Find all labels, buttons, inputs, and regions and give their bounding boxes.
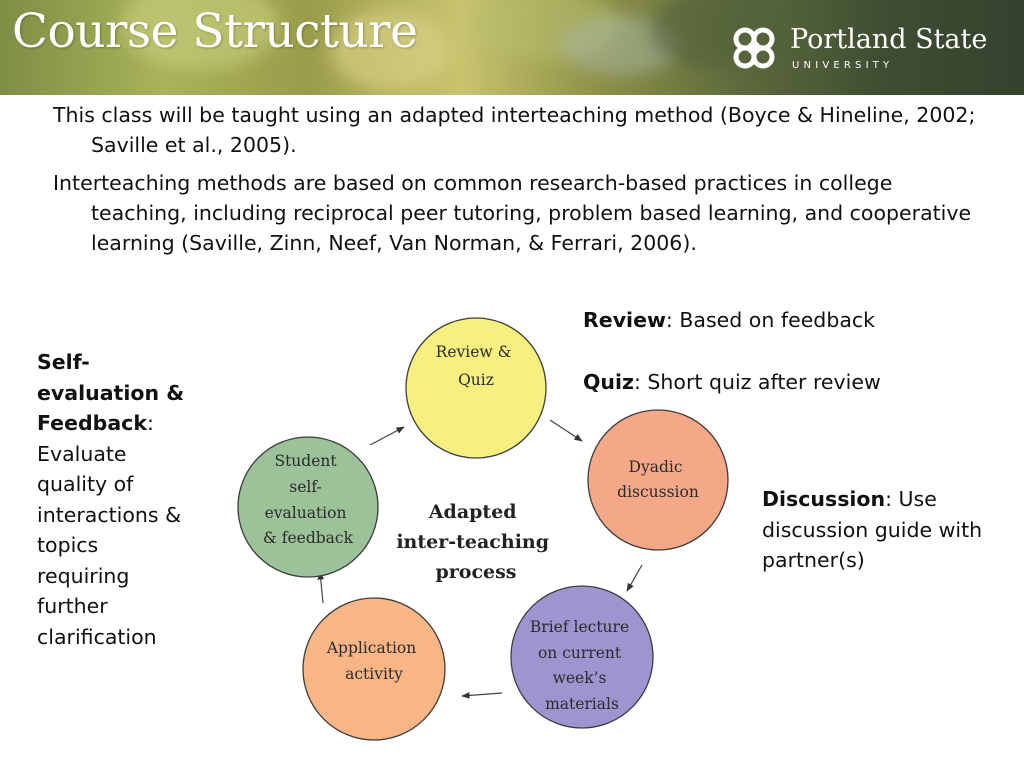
self-eval-text: Evaluate quality of interactions & topics requiring further clarification <box>37 441 182 649</box>
self-evaluation-label: Student self- evaluation & feedback <box>263 452 353 547</box>
node-student-self-evaluation <box>238 437 378 577</box>
psu-logo-icon <box>728 22 780 74</box>
logo-name: Portland State <box>790 24 988 55</box>
arrow-self-eval-to-review <box>370 427 404 445</box>
method-paragraph: Interteaching methods are based on common research-based practices in college teaching, including reciprocal peer tutoring, problem based learning, and cooperative learning (Saville, Zinn, Neef, Van Norman, & Ferrari, 2006). <box>53 171 972 255</box>
node-dyadic-discussion <box>588 410 728 550</box>
interteaching-cycle-diagram <box>230 315 750 745</box>
discussion-label: Discussion <box>762 487 886 511</box>
intro-paragraph: This class will be taught using an adapted interteaching method (Boyce & Hineline, 2002; Saville et al., 2005). <box>53 103 976 157</box>
arrow-lecture-to-application <box>462 693 502 696</box>
page-title: Course Structure <box>12 4 418 59</box>
quiz-label: Quiz <box>583 369 634 394</box>
review-text: Based on feedback <box>679 308 876 332</box>
arrow-review-to-dyadic <box>550 420 582 441</box>
dyadic-discussion-circle <box>588 410 728 550</box>
node-review-quiz <box>406 318 546 458</box>
quiz-line: Quiz: Short quiz after review <box>583 369 881 394</box>
node-brief-lecture <box>511 586 653 728</box>
center-label: Adapted inter-teaching process <box>396 501 550 583</box>
discussion-note: Discussion: Use discussion guide with partner(s) <box>762 487 983 572</box>
header-banner <box>0 0 1024 95</box>
review-quiz-label: Review & Quiz <box>435 343 512 389</box>
discussion-text: Use discussion guide with partner(s) <box>762 487 983 572</box>
review-label: Review <box>583 308 666 332</box>
logo-subtitle: UNIVERSITY <box>792 60 894 71</box>
review-line: Review: Based on feedback <box>583 308 876 332</box>
arrow-dyadic-to-lecture <box>627 565 642 591</box>
application-activity-label: Application activity <box>326 639 417 683</box>
arrow-application-to-self-eval <box>320 572 323 603</box>
quiz-text: Short quiz after review <box>647 369 881 394</box>
node-application-activity <box>303 598 445 740</box>
brief-lecture-label: Brief lecture on current week’s materials <box>529 618 630 713</box>
self-evaluation-note: Self-evaluation & Feedback: Evaluate quality of interactions & topics requiring further clarification <box>37 350 185 649</box>
self-eval-label: Self-evaluation & Feedback <box>37 350 185 435</box>
university-logo <box>728 20 1018 80</box>
dyadic-discussion-label: Dyadic discussion <box>617 458 699 501</box>
